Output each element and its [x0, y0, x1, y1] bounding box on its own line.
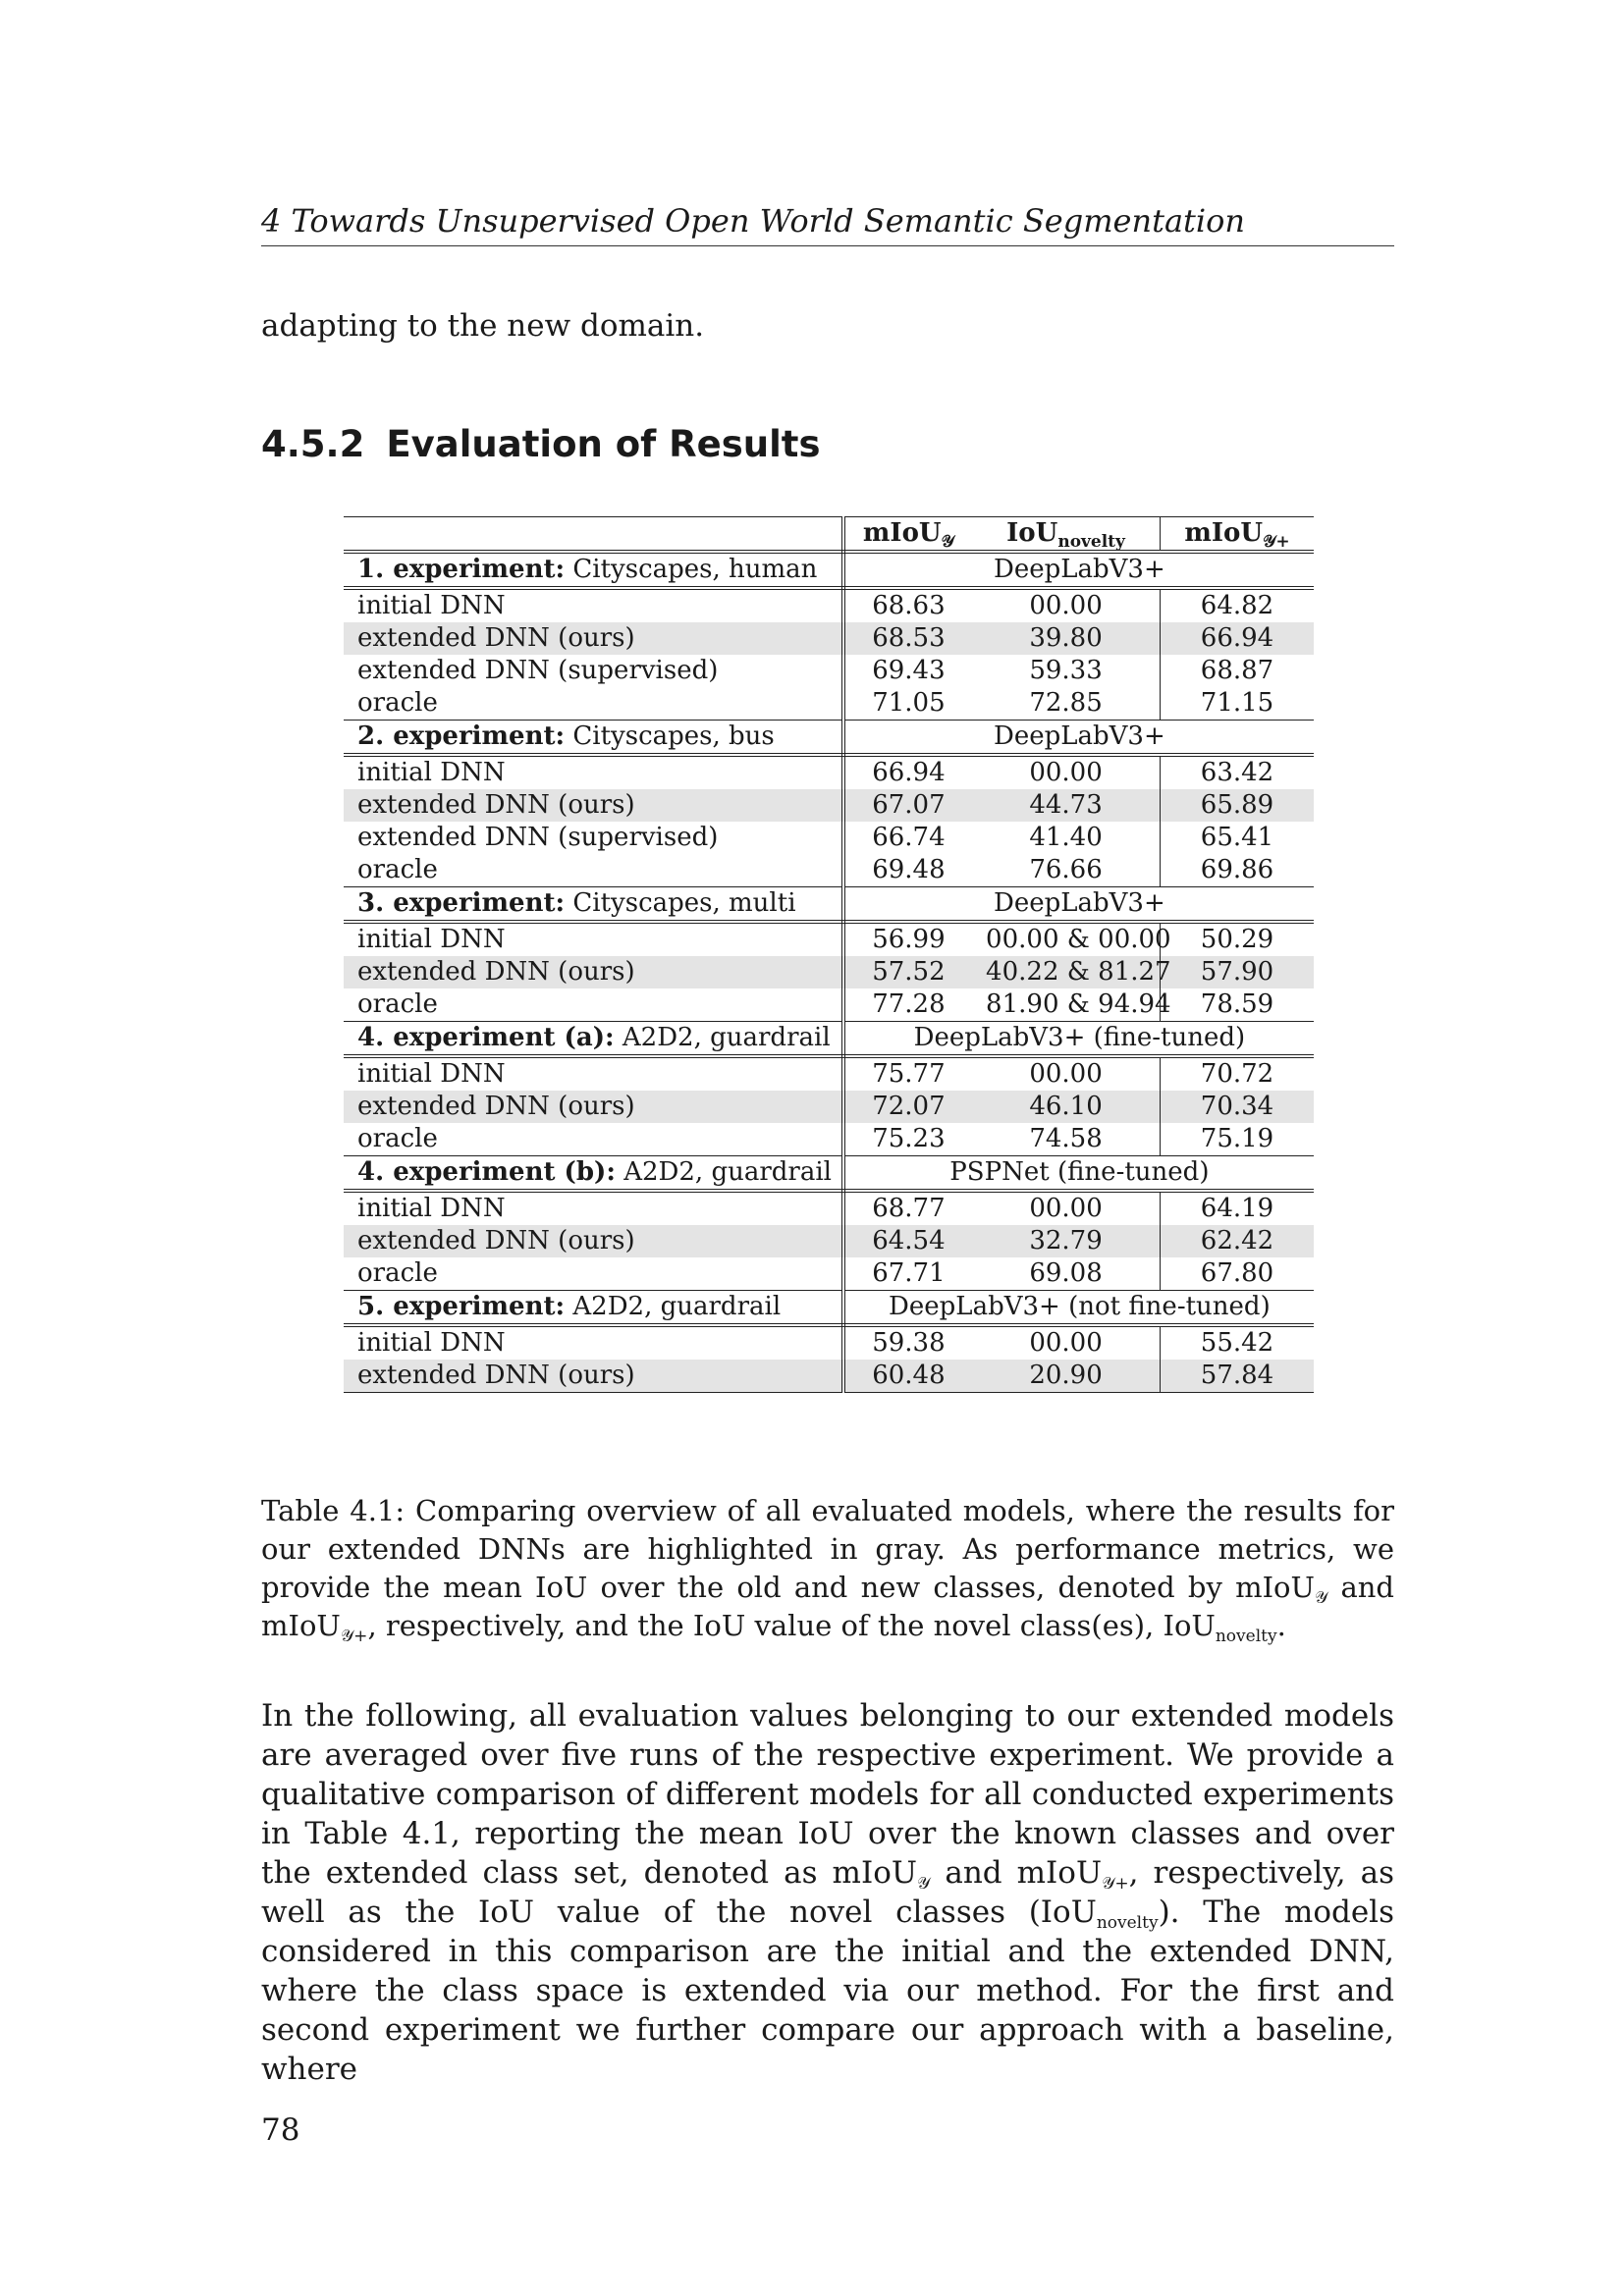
miou-y-cell: 75.77 — [872, 1059, 946, 1089]
experiment-label-bold: 3. experiment: — [357, 888, 566, 918]
miou-yplus-cell: 70.72 — [1200, 1059, 1274, 1089]
table-row — [344, 755, 1314, 789]
intro-line: adapting to the new domain. — [261, 308, 705, 344]
iou-novelty-cell: 69.08 — [972, 1257, 1160, 1291]
table-row — [344, 854, 1314, 887]
network-name: PSPNet (fine-tuned) — [843, 1156, 1314, 1192]
table-row — [344, 922, 1314, 956]
miou-yplus-cell: 64.19 — [1200, 1194, 1274, 1223]
paragraph-text: In the following, all evaluation values belonging to our extended models are averaged over five runs of the respective experiment. We provide a qualitative comparison of different models for all conducted experiments in Table 4.1, reporting the mean IoU over the known classes and over the extended class set, denoted as mIoU — [261, 1698, 1394, 1891]
header-iou-novelty-main: IoU — [1006, 518, 1058, 548]
model-name-cell: extended DNN (ours) — [344, 1225, 843, 1257]
experiment-label — [344, 1291, 843, 1326]
table-row — [344, 1225, 1314, 1257]
caption-text: Table 4.1: Comparing overview of all evaluated models, where the results for our extended DNNs are highlighted in gray. As performance metrics, we provide the mean IoU over the old and new classes, denoted by mIoU — [261, 1494, 1394, 1604]
table-row — [344, 956, 1314, 988]
experiment-label-bold: 5. experiment: — [357, 1292, 566, 1321]
iou-novelty-cell: 32.79 — [972, 1225, 1160, 1257]
experiment-header-row — [344, 552, 1314, 588]
paragraph-sub-novelty: novelty — [1096, 1913, 1159, 1933]
iou-novelty-cell: 00.00 & 00.00 — [972, 922, 1160, 956]
model-name-cell: extended DNN (supervised) — [344, 822, 843, 854]
experiment-label-dataset: Cityscapes, bus — [565, 721, 775, 751]
miou-y-cell: 77.28 — [843, 988, 972, 1022]
experiment-header-row — [344, 887, 1314, 923]
table-row — [344, 1056, 1314, 1091]
miou-yplus-cell: 75.19 — [1161, 1123, 1314, 1156]
miou-yplus-cell: 64.82 — [1200, 591, 1274, 620]
model-name-cell: initial DNN — [344, 755, 843, 789]
experiment-label — [344, 1156, 843, 1192]
model-name-cell: initial DNN — [344, 922, 843, 956]
model-name-cell: extended DNN (supervised) — [344, 655, 843, 687]
miou-yplus-cell: 68.87 — [1200, 656, 1274, 685]
table-row — [344, 588, 1314, 622]
model-name-cell: extended DNN (ours) — [344, 622, 843, 655]
model-name-cell: oracle — [344, 687, 843, 721]
miou-y-cell: 59.38 — [872, 1328, 946, 1358]
model-name-cell: oracle — [344, 1257, 843, 1291]
table-row — [344, 622, 1314, 655]
header-miou-yplus-main: mIoU — [1184, 518, 1264, 548]
miou-y-cell: 66.94 — [872, 758, 946, 787]
header-miou-y-main: mIoU — [862, 518, 942, 548]
iou-novelty-cell: 40.22 & 81.27 — [972, 956, 1160, 988]
experiment-header-row — [344, 1022, 1314, 1057]
table-row — [344, 1123, 1314, 1156]
header-miou-y-sub: 𝒴 — [941, 532, 954, 552]
network-name: DeepLabV3+ — [843, 887, 1314, 923]
caption-text: . — [1276, 1609, 1286, 1642]
paragraph-sub-y: 𝒴 — [916, 1874, 931, 1894]
iou-novelty-cell: 20.90 — [972, 1360, 1160, 1393]
header-iou-novelty-sub: novelty — [1057, 532, 1125, 552]
table-body — [344, 552, 1314, 1393]
miou-yplus-cell: 65.89 — [1161, 789, 1314, 822]
miou-y-cell: 69.48 — [843, 854, 972, 887]
iou-novelty-cell: 81.90 & 94.94 — [972, 988, 1160, 1022]
experiment-header-row — [344, 721, 1314, 756]
caption-sub-yplus: 𝒴+ — [340, 1627, 368, 1646]
paragraph-text: and mIoU — [930, 1855, 1103, 1891]
experiment-label — [344, 552, 843, 588]
model-name-cell: initial DNN — [344, 588, 843, 622]
iou-novelty-cell: 00.00 — [972, 1191, 1160, 1225]
model-name-cell: initial DNN — [344, 1325, 843, 1360]
table-row — [344, 1360, 1314, 1393]
table-row — [344, 988, 1314, 1022]
results-table — [344, 516, 1314, 1393]
experiment-label-dataset: Cityscapes, human — [565, 555, 818, 584]
iou-novelty-cell: 76.66 — [972, 854, 1160, 887]
miou-yplus-cell: 71.15 — [1161, 687, 1314, 721]
miou-y-cell: 57.52 — [843, 956, 972, 988]
model-name-cell: extended DNN (ours) — [344, 1360, 843, 1393]
miou-y-cell: 64.54 — [843, 1225, 972, 1257]
table-row — [344, 655, 1314, 687]
network-name: DeepLabV3+ — [843, 721, 1314, 756]
miou-yplus-cell: 62.42 — [1161, 1225, 1314, 1257]
experiment-label-bold: 4. experiment (b): — [357, 1157, 616, 1187]
caption-text: and mIoU — [261, 1571, 1395, 1642]
section-number: 4.5.2 — [261, 423, 365, 465]
miou-y-cell: 67.71 — [843, 1257, 972, 1291]
page-number: 78 — [261, 2112, 300, 2148]
experiment-header-row — [344, 1156, 1314, 1192]
experiment-header-row — [344, 1291, 1314, 1326]
experiment-label-dataset: Cityscapes, multi — [565, 888, 796, 918]
paragraph-text: , respectively, as well as the IoU value of the novel classes (IoU — [261, 1855, 1394, 1930]
table-row — [344, 1091, 1314, 1123]
miou-yplus-cell: 57.84 — [1161, 1360, 1314, 1393]
model-name-cell: initial DNN — [344, 1191, 843, 1225]
experiment-label-bold: 2. experiment: — [357, 721, 566, 751]
header-iou-novelty — [972, 517, 1160, 553]
miou-y-cell: 67.07 — [843, 789, 972, 822]
header-miou-y — [843, 517, 972, 553]
network-name: DeepLabV3+ (not fine-tuned) — [843, 1291, 1314, 1326]
iou-novelty-cell: 00.00 — [972, 588, 1160, 622]
miou-yplus-cell: 50.29 — [1200, 925, 1274, 954]
header-miou-yplus — [1161, 517, 1314, 553]
caption-sub-y: 𝒴 — [1314, 1588, 1328, 1608]
miou-y-cell: 68.63 — [872, 591, 946, 620]
table-row — [344, 1325, 1314, 1360]
miou-yplus-cell: 55.42 — [1200, 1328, 1274, 1358]
iou-novelty-cell: 39.80 — [972, 622, 1160, 655]
section-title: Evaluation of Results — [386, 423, 821, 465]
model-name-cell: extended DNN (ours) — [344, 1091, 843, 1123]
experiment-label-dataset: A2D2, guardrail — [615, 1157, 832, 1187]
miou-yplus-cell: 67.80 — [1161, 1257, 1314, 1291]
iou-novelty-cell: 00.00 — [972, 1325, 1160, 1360]
experiment-label — [344, 1022, 843, 1057]
miou-yplus-cell: 65.41 — [1200, 823, 1274, 852]
iou-novelty-cell: 46.10 — [972, 1091, 1160, 1123]
table-row — [344, 789, 1314, 822]
iou-novelty-cell: 00.00 — [972, 755, 1160, 789]
caption-sub-novelty: novelty — [1215, 1627, 1277, 1646]
body-paragraph — [261, 1696, 1394, 2089]
miou-y-cell: 68.77 — [872, 1194, 946, 1223]
table-caption — [261, 1492, 1394, 1645]
model-name-cell: initial DNN — [344, 1056, 843, 1091]
paragraph-text: ). The models considered in this comparison are the initial and the extended DNN, where the class space is extended via our method. For the first and second experiment we further compare our approach with a baseline, where — [261, 1895, 1395, 2087]
miou-yplus-cell: 70.34 — [1161, 1091, 1314, 1123]
iou-novelty-cell: 44.73 — [972, 789, 1160, 822]
caption-text: , respectively, and the IoU value of the novel class(es), IoU — [367, 1609, 1216, 1642]
iou-novelty-cell: 72.85 — [972, 687, 1160, 721]
miou-y-cell: 75.23 — [843, 1123, 972, 1156]
miou-y-cell: 69.43 — [872, 656, 946, 685]
experiment-label — [344, 887, 843, 923]
iou-novelty-cell: 41.40 — [972, 822, 1160, 854]
experiment-label — [344, 721, 843, 756]
table-row — [344, 1191, 1314, 1225]
experiment-label-dataset: A2D2, guardrail — [614, 1023, 831, 1052]
miou-yplus-cell: 78.59 — [1161, 988, 1314, 1022]
experiment-label-dataset: A2D2, guardrail — [565, 1292, 782, 1321]
header-model-cell — [344, 517, 843, 553]
network-name: DeepLabV3+ (fine-tuned) — [843, 1022, 1314, 1057]
model-name-cell: oracle — [344, 988, 843, 1022]
experiment-label-bold: 4. experiment (a): — [357, 1023, 615, 1052]
model-name-cell: extended DNN (ours) — [344, 789, 843, 822]
miou-y-cell: 56.99 — [872, 925, 946, 954]
table-header-row — [344, 517, 1314, 553]
miou-yplus-cell: 57.90 — [1161, 956, 1314, 988]
section-heading — [261, 417, 820, 472]
iou-novelty-cell: 00.00 — [972, 1056, 1160, 1091]
table-row — [344, 1257, 1314, 1291]
miou-yplus-cell: 63.42 — [1200, 758, 1274, 787]
miou-y-cell: 68.53 — [843, 622, 972, 655]
running-header: 4 Towards Unsupervised Open World Semantic Segmentation — [261, 196, 1394, 246]
model-name-cell: extended DNN (ours) — [344, 956, 843, 988]
results-table-container — [344, 516, 1314, 1393]
table-row — [344, 822, 1314, 854]
network-name: DeepLabV3+ — [843, 552, 1314, 588]
table-row — [344, 687, 1314, 721]
experiment-label-bold: 1. experiment: — [357, 555, 566, 584]
miou-y-cell: 60.48 — [843, 1360, 972, 1393]
header-miou-yplus-sub: 𝒴+ — [1263, 532, 1290, 552]
model-name-cell: oracle — [344, 1123, 843, 1156]
miou-y-cell: 72.07 — [843, 1091, 972, 1123]
miou-y-cell: 66.74 — [872, 823, 946, 852]
miou-yplus-cell: 69.86 — [1161, 854, 1314, 887]
miou-yplus-cell: 66.94 — [1161, 622, 1314, 655]
miou-y-cell: 71.05 — [843, 687, 972, 721]
paragraph-sub-yplus: 𝒴+ — [1102, 1874, 1129, 1894]
model-name-cell: oracle — [344, 854, 843, 887]
iou-novelty-cell: 74.58 — [972, 1123, 1160, 1156]
iou-novelty-cell: 59.33 — [972, 655, 1160, 687]
